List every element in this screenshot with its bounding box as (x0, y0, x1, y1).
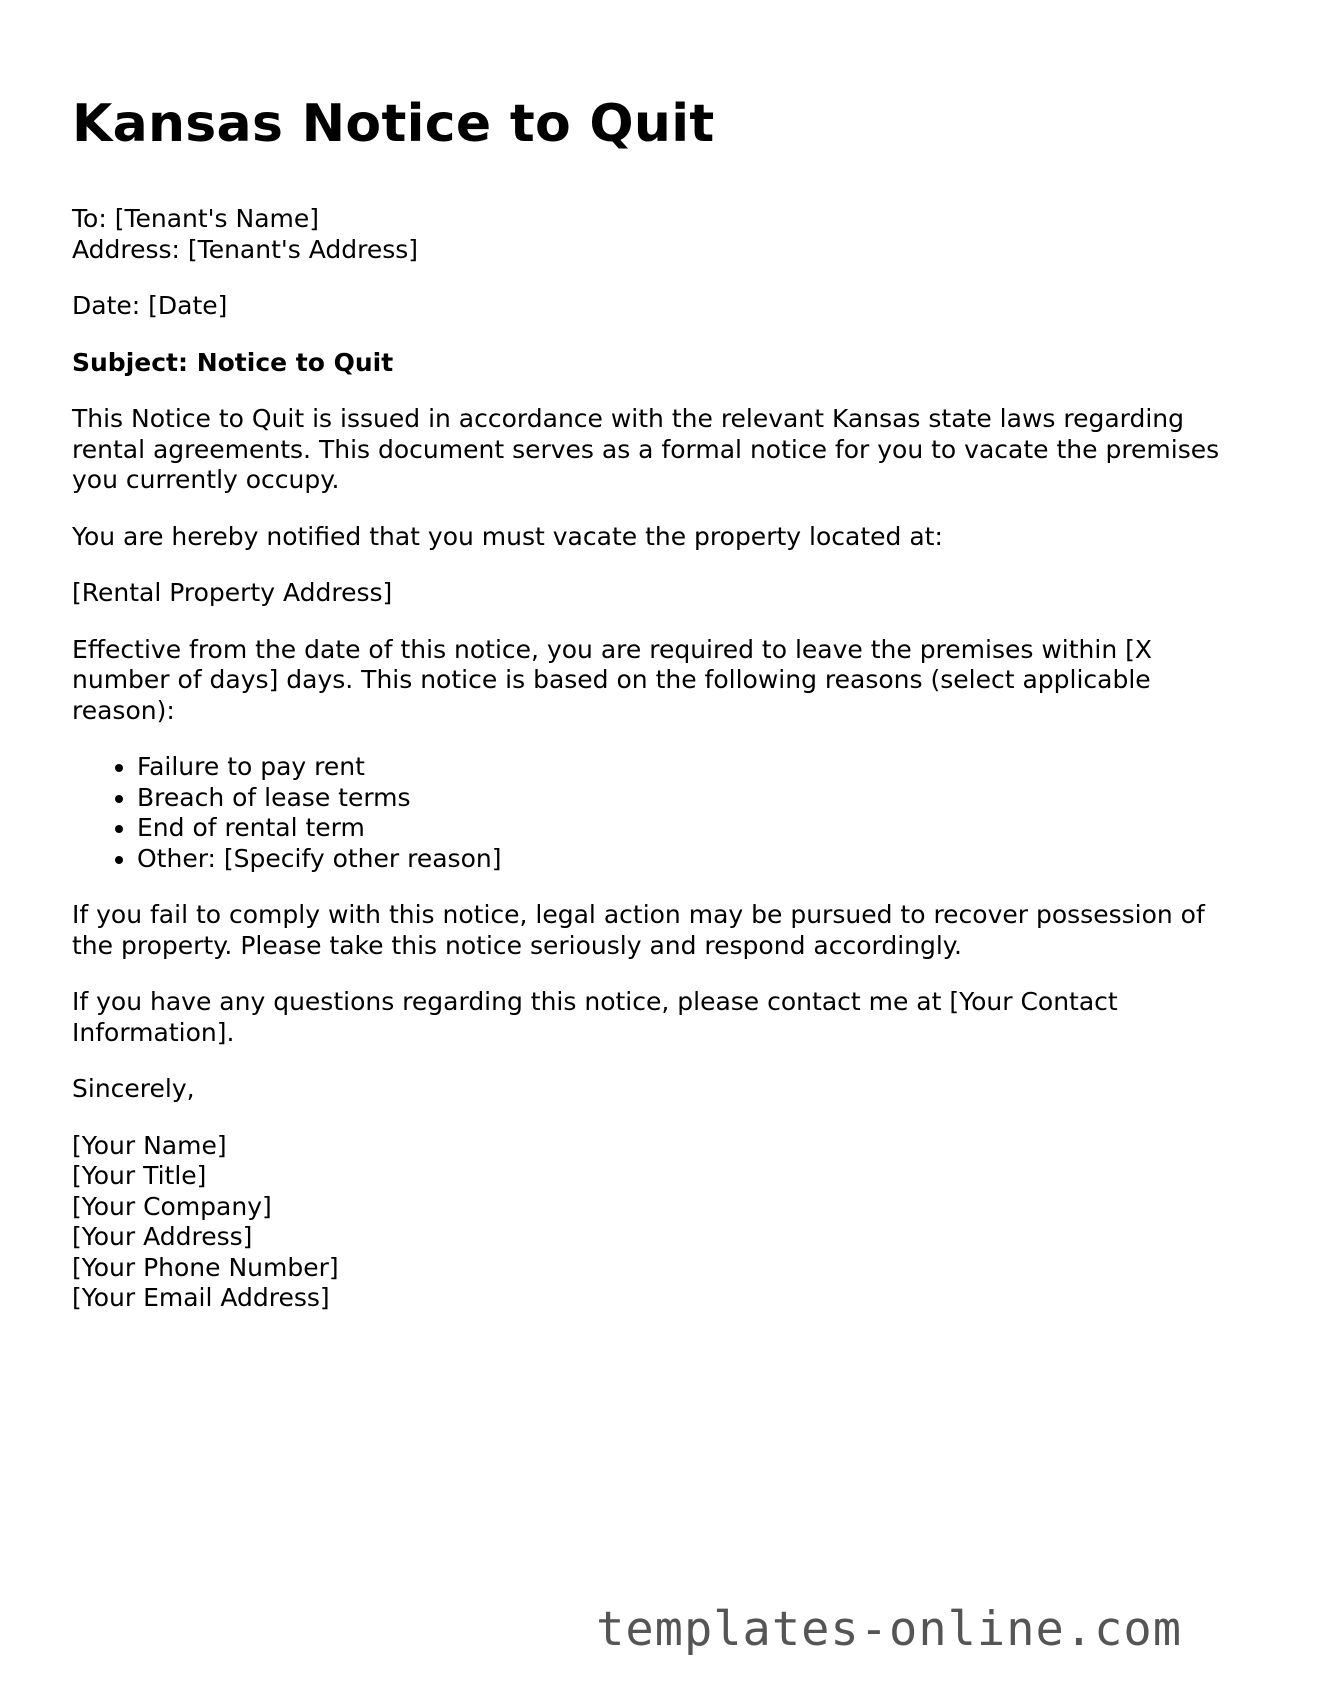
subject-line: Subject: Notice to Quit (72, 347, 394, 377)
recipient-address: Address: [Tenant's Address] (72, 234, 419, 264)
document-page (72, 88, 1252, 1340)
recipient-to: To: [Tenant's Name] (72, 204, 320, 233)
list-item: • Other: [Specify other reason] (137, 844, 1252, 875)
closing-line: Sincerely, (72, 1074, 195, 1103)
signature-name: [Your Name] (72, 1130, 227, 1160)
notified-paragraph: You are hereby notified that you must vacate the property located at: (72, 521, 943, 551)
signature-title: [Your Title] (72, 1161, 207, 1190)
reasons-list (72, 752, 1252, 874)
intro-paragraph: This Notice to Quit is issued in accordance with the relevant Kansas state laws regarding rental agreements. This document serves as a formal notice for you to vacate the premises you currently occupy. (72, 404, 1220, 494)
legal-paragraph: If you fail to comply with this notice, legal action may be pursued to recover possession of the property. Please take this notice seriously and respond accordingly. (72, 900, 1205, 960)
document-body (72, 204, 1252, 1314)
property-address: [Rental Property Address] (72, 578, 393, 607)
recipient-block (72, 204, 1252, 265)
list-item: • End of rental term (137, 813, 1252, 844)
effective-paragraph: Effective from the date of this notice, you are required to leave the premises within [X number of days] days. This notice is based on the following reasons (select applicable reason): (72, 634, 1153, 725)
signature-company: [Your Company] (72, 1191, 272, 1221)
signature-address: [Your Address] (72, 1222, 253, 1251)
signature-phone: [Your Phone Number] (72, 1252, 339, 1282)
date-line: Date: [Date] (72, 291, 228, 320)
list-item: • Breach of lease terms (137, 783, 1252, 814)
questions-paragraph: If you have any questions regarding this notice, please contact me at [Your Contact Information]. (72, 987, 1118, 1047)
signature-block (72, 1131, 1252, 1314)
page-title: Kansas Notice to Quit (72, 94, 715, 154)
list-item: • Failure to pay rent (137, 752, 1252, 783)
watermark: templates-online.com (596, 1602, 1182, 1657)
signature-email: [Your Email Address] (72, 1283, 330, 1312)
